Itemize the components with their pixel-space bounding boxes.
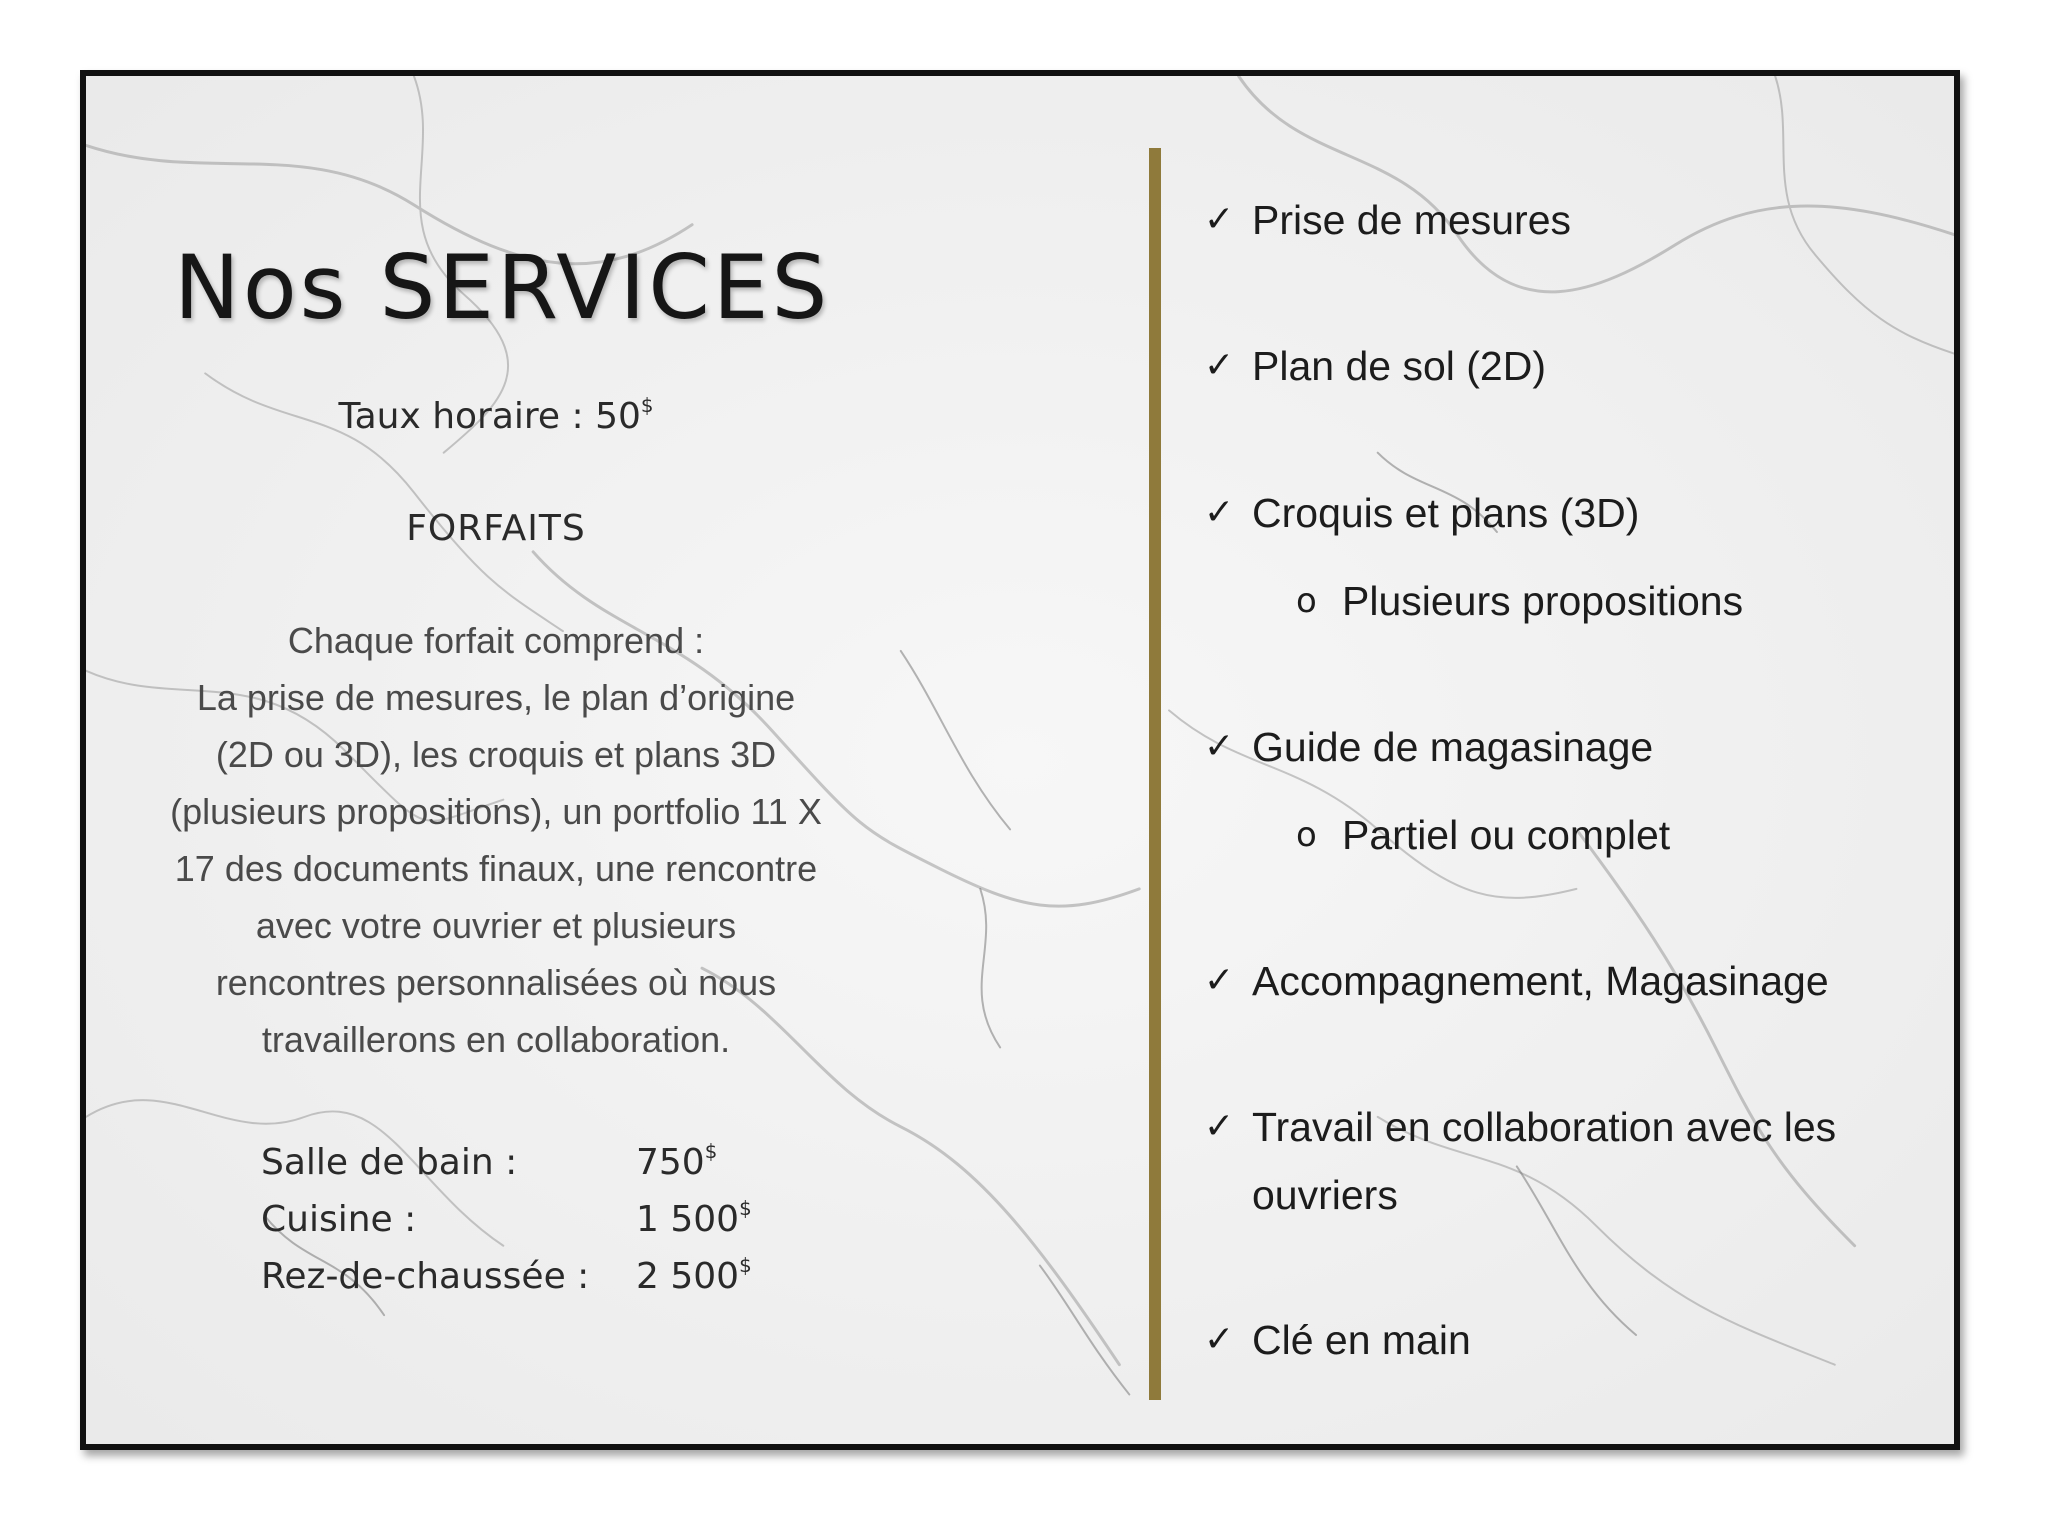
service-item (1204, 947, 1904, 1015)
service-item (1204, 1093, 1904, 1229)
services-card (80, 70, 1960, 1450)
package-label: Salle de bain : (261, 1142, 518, 1183)
package-label: Rez-de-chaussée : (261, 1256, 590, 1297)
service-subitem (1296, 805, 1670, 865)
circle-bullet-icon: o (1296, 815, 1317, 855)
checkmark-icon: ✓ (1204, 726, 1235, 767)
checkmark-icon: ✓ (1204, 492, 1235, 533)
currency-symbol: $ (739, 1254, 752, 1278)
service-label: Accompagnement, Magasinage (1252, 958, 1829, 1004)
package-row-ground-floor (261, 1248, 752, 1305)
circle-bullet-icon: o (1296, 581, 1317, 621)
price-value: 2 500 (636, 1256, 740, 1297)
service-item (1204, 186, 1904, 254)
service-label: Guide de magasinage (1252, 724, 1654, 770)
service-subitem-label: Plusieurs propositions (1342, 578, 1744, 624)
hourly-rate (86, 396, 906, 437)
currency-symbol: $ (640, 394, 654, 418)
currency-symbol: $ (704, 1140, 718, 1164)
price-value: 750 (636, 1142, 705, 1183)
service-label: Travail en collaboration avec les ouvriers (1252, 1104, 1837, 1218)
service-item (1204, 1306, 1904, 1374)
service-label: Clé en main (1252, 1317, 1471, 1363)
currency-symbol: $ (739, 1197, 752, 1221)
service-label: Plan de sol (2D) (1252, 343, 1546, 389)
package-price (636, 1199, 752, 1240)
package-row-bathroom (261, 1134, 752, 1191)
packages-intro: Chaque forfait comprend : (287, 620, 705, 661)
checkmark-icon: ✓ (1204, 960, 1235, 1001)
packages-heading: FORFAITS (406, 508, 586, 549)
service-subitem-label: Partiel ou complet (1342, 812, 1671, 858)
packages-description (166, 612, 826, 1068)
checkmark-icon: ✓ (1204, 1319, 1235, 1360)
vertical-divider (1149, 148, 1161, 1400)
price-value: 1 500 (636, 1199, 740, 1240)
checkmark-icon: ✓ (1204, 345, 1235, 386)
service-subitem (1296, 571, 1743, 631)
checkmark-icon: ✓ (1204, 199, 1235, 240)
package-price (636, 1256, 752, 1297)
packages-details: La prise de mesures, le plan d’origine (2D ou 3D), les croquis et plans 3D (plusieurs propositions), un portfolio 11 X 17 des documents finaux, une rencontre avec votre ouvrier et plusieurs rencontres personnalisées où nous travaillerons en collaboration. (170, 677, 822, 1060)
hourly-rate-label: Taux horaire : 50 (338, 396, 641, 437)
checkmark-icon: ✓ (1204, 1106, 1235, 1147)
package-price (636, 1142, 717, 1183)
service-item (1204, 713, 1904, 781)
package-row-kitchen (261, 1191, 752, 1248)
service-label: Prise de mesures (1252, 197, 1572, 243)
package-price-list (261, 1134, 752, 1305)
service-item (1204, 332, 1904, 400)
service-item (1204, 479, 1904, 547)
page-title: Nos SERVICES (174, 236, 831, 339)
service-label: Croquis et plans (3D) (1252, 490, 1640, 536)
package-label: Cuisine : (261, 1199, 417, 1240)
